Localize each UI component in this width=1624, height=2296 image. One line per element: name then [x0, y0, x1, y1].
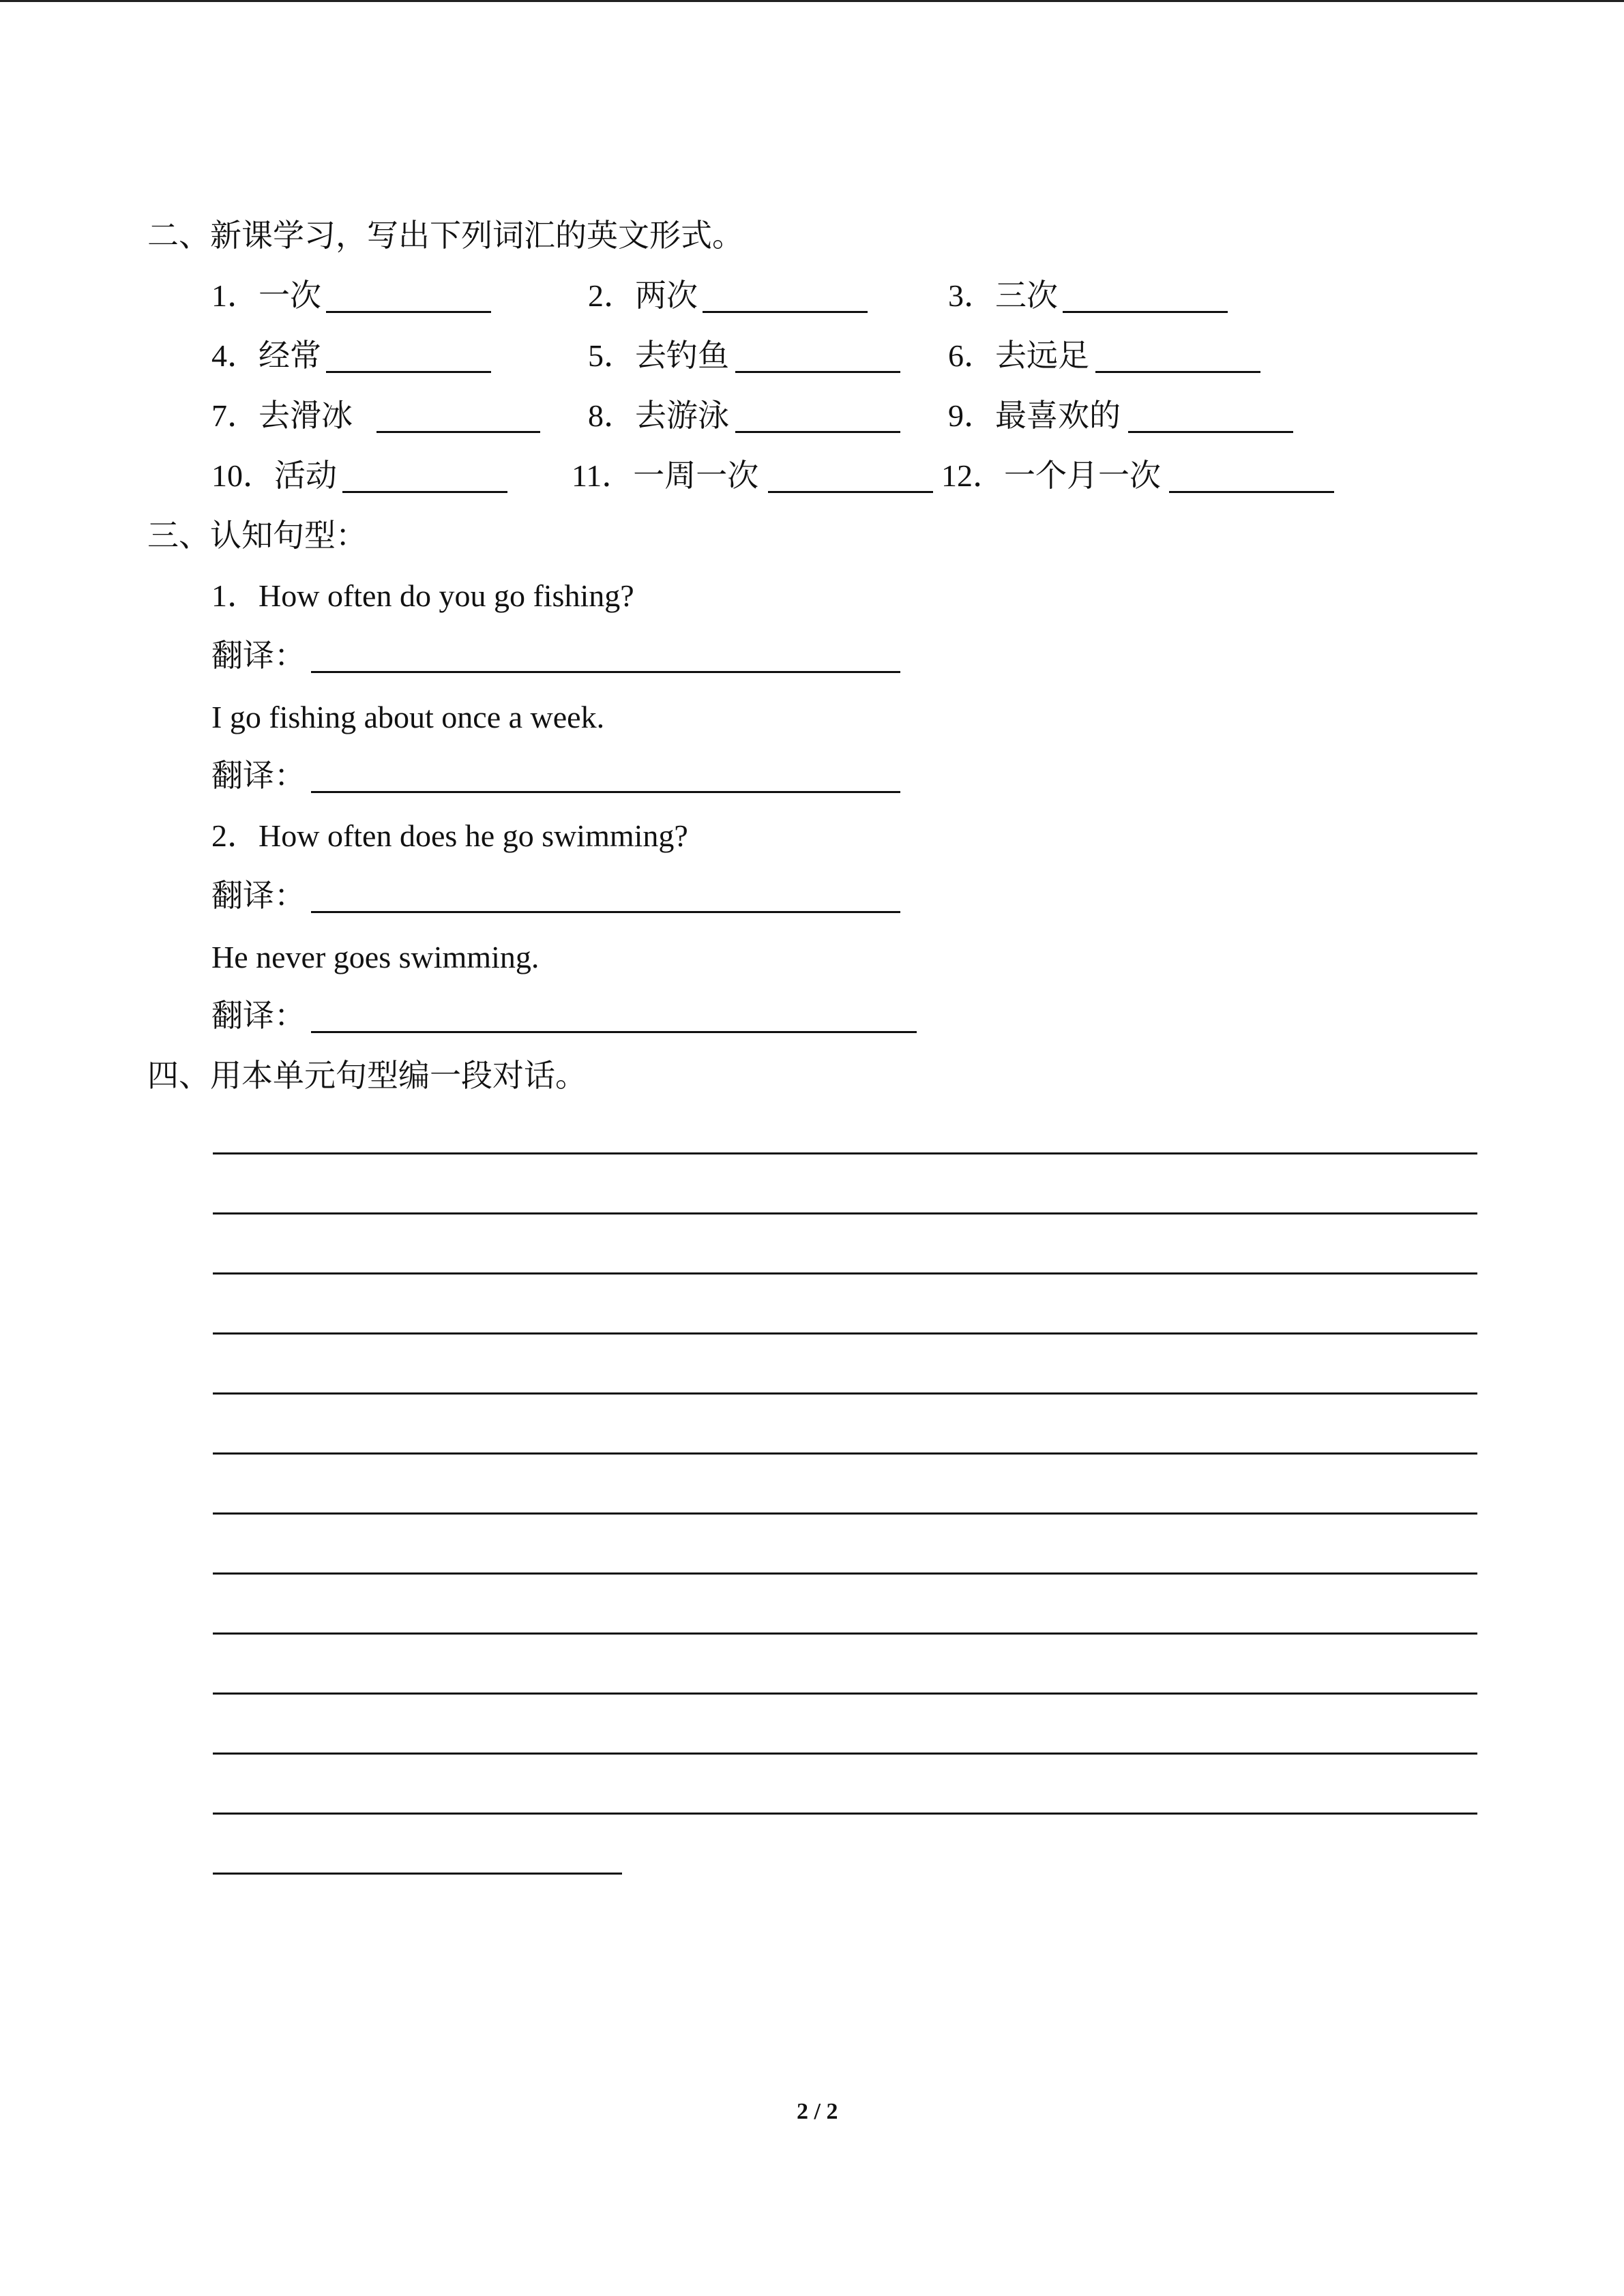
vocab-item-12 [941, 457, 1161, 495]
dialogue-writing-line-9[interactable] [213, 1632, 1477, 1635]
vocab-num: 1． [211, 278, 259, 313]
vocab-num: 2． [588, 278, 635, 313]
example-sentence-1: 1．How often do you go fishing? [211, 578, 634, 613]
vocab-word: 去远足 [995, 338, 1089, 373]
dialogue-writing-line-6[interactable] [213, 1452, 1477, 1455]
vocab-word: 经常 [259, 338, 321, 373]
vocab-item-5 [588, 337, 729, 375]
dialogue-writing-line-11[interactable] [213, 1753, 1477, 1755]
section4-heading: 四、用本单元句型编一段对话。 [147, 1058, 587, 1093]
dialogue-writing-line-2[interactable] [213, 1212, 1477, 1214]
section2-heading: 二、新课学习，写出下列词汇的英文形式。 [147, 218, 743, 253]
vocab-answer-blank-4[interactable] [326, 371, 491, 373]
vocab-word: 活动 [274, 458, 337, 493]
top-border [0, 0, 1624, 2]
dialogue-writing-line-8[interactable] [213, 1572, 1477, 1575]
dialogue-writing-line-4[interactable] [213, 1332, 1477, 1335]
example-sentence-2: I go fishing about once a week. [211, 700, 605, 734]
vocab-item-4 [211, 337, 321, 375]
page-number: 2 / 2 [797, 2099, 838, 2124]
vocab-answer-blank-7[interactable] [377, 431, 540, 433]
vocab-num: 8． [588, 398, 635, 433]
vocab-item-10 [211, 457, 337, 495]
vocab-word: 三次 [995, 278, 1058, 313]
vocab-num: 10． [211, 458, 274, 493]
vocab-item-8 [588, 397, 729, 435]
vocab-word: 最喜欢的 [995, 398, 1121, 433]
dialogue-writing-line-12[interactable] [213, 1813, 1477, 1815]
translate-label: 翻译： [211, 998, 306, 1033]
vocab-num: 6． [948, 338, 995, 373]
translation-blank-2[interactable] [311, 791, 900, 793]
vocab-item-9 [948, 397, 1121, 435]
vocab-num: 5． [588, 338, 635, 373]
vocab-num: 4． [211, 338, 259, 373]
vocab-word: 去游泳 [635, 398, 729, 433]
vocab-answer-blank-11[interactable] [768, 491, 933, 493]
vocab-num: 9． [948, 398, 995, 433]
translate-label: 翻译： [211, 638, 306, 673]
vocab-item-3 [948, 277, 1058, 315]
vocab-num: 11． [572, 458, 634, 493]
vocab-answer-blank-1[interactable] [326, 311, 491, 313]
vocab-item-2 [588, 277, 698, 315]
translation-blank-4[interactable] [311, 1031, 917, 1033]
vocab-answer-blank-10[interactable] [342, 491, 507, 493]
dialogue-writing-line-10[interactable] [213, 1693, 1477, 1695]
vocab-item-11 [572, 457, 758, 495]
vocab-answer-blank-8[interactable] [735, 431, 900, 433]
vocab-answer-blank-5[interactable] [735, 371, 900, 373]
vocab-num: 3． [948, 278, 995, 313]
translate-label: 翻译： [211, 878, 306, 913]
vocab-word: 一次 [259, 278, 321, 313]
vocab-word: 去钓鱼 [635, 338, 729, 373]
vocab-answer-blank-2[interactable] [703, 311, 868, 313]
vocab-item-6 [948, 337, 1089, 375]
vocab-word: 一周一次 [633, 458, 759, 493]
vocab-num: 12． [941, 458, 1004, 493]
vocab-word: 两次 [635, 278, 698, 313]
example-sentence-3: 2．How often does he go swimming? [211, 818, 688, 853]
translate-label: 翻译： [211, 758, 306, 793]
dialogue-writing-line-1[interactable] [213, 1152, 1477, 1154]
dialogue-writing-line-5[interactable] [213, 1392, 1477, 1395]
vocab-item-7 [211, 397, 353, 435]
translation-blank-3[interactable] [311, 911, 900, 913]
example-sentence-4: He never goes swimming. [211, 940, 540, 974]
vocab-answer-blank-3[interactable] [1063, 311, 1228, 313]
dialogue-writing-line-3[interactable] [213, 1272, 1477, 1274]
vocab-word: 一个月一次 [1004, 458, 1161, 493]
vocab-answer-blank-6[interactable] [1095, 371, 1260, 373]
vocab-answer-blank-9[interactable] [1128, 431, 1293, 433]
vocab-answer-blank-12[interactable] [1169, 491, 1334, 493]
dialogue-writing-line-13[interactable] [213, 1873, 622, 1875]
vocab-item-1 [211, 277, 321, 315]
dialogue-writing-line-7[interactable] [213, 1512, 1477, 1515]
translation-blank-1[interactable] [311, 671, 900, 673]
vocab-num: 7． [211, 398, 259, 433]
section3-heading: 三、认知句型： [147, 518, 367, 553]
vocab-word: 去滑冰 [259, 398, 353, 433]
